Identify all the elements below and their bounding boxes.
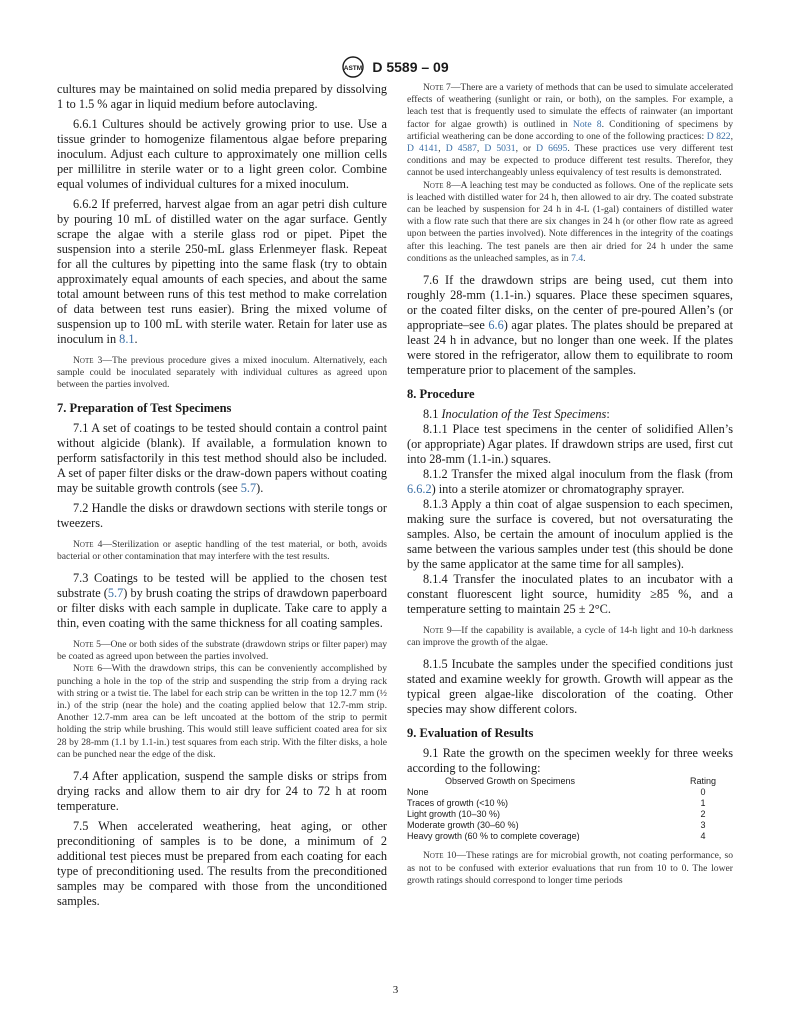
paragraph-7-3: 7.3 Coatings to be tested will be applied to the chosen test substrate (5.7) by brush coating the strips of drawdown paperboard or filter disks with each sample in duplicate. Take care to apply a thin, even coating with the same thickness for all coating samples. <box>57 571 387 631</box>
paragraph-8-1: 8.1 Inoculation of the Test Specimens: <box>423 407 610 422</box>
section-9-heading: 9. Evaluation of Results <box>407 726 534 741</box>
row-label: None <box>407 787 429 798</box>
row-rating: 3 <box>700 820 706 831</box>
paragraph-7-6: 7.6 If the drawdown strips are being used, cut them into roughly 28-mm (1.1-in.) squares. Place these specimen squares, or the coated filter disks, on the center of pre-poured Allen’s (or appropriate–see 6.6) agar plates. The plates should be prepared at least 24 h in advance, but no longer than one week. If the plates were stored in the refrigerator, allow them to equilibrate to room temperature prior to placement of the samples. <box>407 273 733 378</box>
astm-logo-icon <box>342 56 364 78</box>
note-5: Note 5—One or both sides of the substrate (drawdown strips or filter paper) may be coated as agreed upon between the parties involved. <box>57 639 388 663</box>
row-label: Heavy growth (60 % to complete coverage) <box>407 831 580 842</box>
section-7-heading: 7. Preparation of Test Specimens <box>57 400 232 415</box>
link-8-1[interactable]: 8.1 <box>119 332 135 346</box>
table-row <box>407 798 733 809</box>
paragraph-8-1-4: 8.1.4 Transfer the inoculated plates to an incubator with a constant fluorescent light source, humidity ≥85 %, and a temperature setting to maintain 25 ± 2°C. <box>407 572 733 617</box>
link-5-7[interactable]: 5.7 <box>240 480 257 495</box>
paragraph-8-1-1: 8.1.1 Place test specimens in the center of solidified Allen’s (or appropriate) Agar plates. If drawdown strips are used, first cut into 28-mm (1.1-in.) squares. <box>407 422 733 467</box>
paragraph-6-6-2: 6.6.2 If preferred, harvest algae from an agar petri dish culture by pouring 10 mL of distilled water on the agar surface. Gently scrape the algae with a sterile glass rod or pipet. Pipet the suspension into a sterile 250-mL glass Erlenmeyer flask. Repeat for all the cultures by pipetting into the same flask (try to obtain approximately equal amounts of each species, and about the same total amount between runs of this test method to make correlation of data between test runs easier). Bring the mixed volume of suspension up to 100 mL with sterile water. Retain for later use as inoculum in 8.1. <box>57 197 387 346</box>
table-row <box>407 809 733 820</box>
table-row <box>407 787 733 798</box>
left-column <box>57 82 387 909</box>
paragraph-7-1: 7.1 A set of coatings to be tested should contain a control paint without algicide (blank). If available, a formulation known to perform satisfactorily in this test method should also be included. A set of paper filter disks or the draw-down papers without coating may be suitable growth controls (see 5.7). <box>57 420 387 495</box>
row-rating: 4 <box>700 831 706 842</box>
right-column <box>407 82 733 887</box>
note-4: Note 4—Sterilization or aseptic handling of the test material, or both, avoids bacterial or other contamination that may interfere with the test results. <box>57 538 387 562</box>
paragraph-9-1: 9.1 Rate the growth on the specimen weekly for three weeks according to the following: <box>407 746 733 776</box>
paragraph-8-1-2: 8.1.2 Transfer the mixed algal inoculum from the flask (from 6.6.2) into a sterile atomizer or chromatography sprayer. <box>407 467 733 497</box>
col-observed-growth: Observed Growth on Specimens <box>444 776 576 787</box>
note-7: Note 7—There are a variety of methods that can be used to simulate accelerated effects of weathering (sunlight or rain, or both), on the samples. For example, a leach test that is frequently used to simulate the effects of rainwater (an important factor for algae growth) is outlined in Note 8. Conditioning of specimens by artificial weathering can be done according to one of the following practices: D 822, D 4141, D 4587, D 5031, or D 6695. These practices use very different test conditions and may be expected to produce different test results. Therefor, they cannot be used interchangeably unless equivalency of test results is demonstrated. <box>407 82 734 179</box>
row-label: Light growth (10–30 %) <box>407 809 501 820</box>
table-row <box>407 831 733 842</box>
row-label: Traces of growth (<10 %) <box>407 798 508 809</box>
link-d5031[interactable]: D 5031 <box>484 143 516 155</box>
link-7-4[interactable]: 7.4 <box>571 252 584 264</box>
row-rating: 0 <box>700 787 706 798</box>
note-10: Note 10—These ratings are for microbial growth, not coating performance, so as not to be confused with exterior evaluations that run from 10 to 0. The lower growth ratings should correspond to longer time periods <box>407 850 733 886</box>
paragraph-cultures: cultures may be maintained on solid media prepared by dissolving 1 to 1.5 % agar in liquid medium before autoclaving. <box>57 82 387 111</box>
link-5-7-b[interactable]: 5.7 <box>107 586 124 601</box>
paragraph-6-6-1: 6.6.1 Cultures should be actively growing prior to use. Use a tissue grinder to homogenize filamentous algae before preparing inoculum. Adjust each culture to approximately one million cells per millilitre in sterile water or to a light green color. Combine equal volumes of individual cultures for a mixed inoculum. <box>57 117 387 191</box>
link-d4141[interactable]: D 4141 <box>407 143 439 155</box>
note-8: Note 8—A leaching test may be conducted as follows. One of the replicate sets is leached with distilled water for 24 h, then allowed to air dry. The coated substrate can be leached by suspension for 24 h in 4-L (1-gal) containers of distilled water with a flow rate such that there are six changes in 24 h (or other flow rate as agreed upon between the parties involved). Note differences in the integrity of the coatings after this leaching. The test panels are then air dried for 24 h under the same conditions as the unleached samples, as in 7.4. <box>407 179 733 264</box>
rating-table-header <box>407 776 733 787</box>
paragraph-7-5: 7.5 When accelerated weathering, heat aging, or other preconditioning of samples is to be done, a minimum of 2 additional test pieces must be prepared from each coating for each type of preconditioning used. The results from the preconditioned samples may be compared with those from the unconditioned samples. <box>57 819 387 909</box>
paragraph-7-2: 7.2 Handle the disks or drawdown sections with sterile tongs or tweezers. <box>57 500 387 530</box>
section-8-heading: 8. Procedure <box>407 387 475 402</box>
note-3: Note 3—The previous procedure gives a mixed inoculum. Alternatively, each sample could be inoculated separately with individual cultures as agreed upon between the parties involved. <box>57 355 387 391</box>
page-number: 3 <box>392 984 399 996</box>
link-d6695[interactable]: D 6695 <box>536 143 568 155</box>
svg-text:ASTM: ASTM <box>344 65 363 72</box>
link-d4587[interactable]: D 4587 <box>445 143 477 155</box>
note-9: Note 9—If the capability is available, a cycle of 14-h light and 10-h darkness can improve the growth of the algae. <box>407 625 734 649</box>
standard-designation: D 5589 – 09 <box>372 59 449 75</box>
note-6: Note 6—With the drawdown strips, this can be conveniently accomplished by punching a hole in the top of the strip and suspending the strip from a drying rack with string or a twist tie. The label for each strip can be written in the top 12.7 mm (½ in.) of the strip (near the hole) and the coating applied below that 12.7-mm strip. Another 12.7-mm area can be left uncoated at the bottom of the strip to permit holding the strip while brushing. This would still leave sufficient coated area for six 28 by 28-mm (1.1 by 1.1-in.) test squares from each strip. With the filter disks, a hole can be punched near the edge of the disk. <box>57 663 387 760</box>
link-6-6-2[interactable]: 6.6.2 <box>407 482 432 497</box>
link-note-8[interactable]: Note 8 <box>572 118 602 130</box>
page-header <box>0 56 791 78</box>
link-d822[interactable]: D 822 <box>706 130 731 142</box>
table-row <box>407 820 733 831</box>
link-6-6[interactable]: 6.6 <box>488 318 504 333</box>
rating-table <box>407 776 733 842</box>
row-label: Moderate growth (30–60 %) <box>407 820 519 831</box>
paragraph-8-1-5: 8.1.5 Incubate the samples under the specified conditions just stated and examine weekly for growth. Growth will appear as the typical green algae-like discoloration of the coating. Other species may show different colors. <box>407 657 733 717</box>
row-rating: 2 <box>700 809 706 820</box>
paragraph-8-1-3: 8.1.3 Apply a thin coat of algae suspension to each specimen, making sure the surface is covered, but not oversaturating the samples. Also, be certain the amount of inoculum applied is the same between the various samples under test (this should be done by the same applicator at the same time for all samples). <box>407 497 733 572</box>
paragraph-7-4: 7.4 After application, suspend the sample disks or strips from drying racks and allow them to air dry for 24 to 72 h at room temperature. <box>57 769 387 814</box>
col-rating: Rating <box>689 776 716 787</box>
row-rating: 1 <box>700 798 706 809</box>
